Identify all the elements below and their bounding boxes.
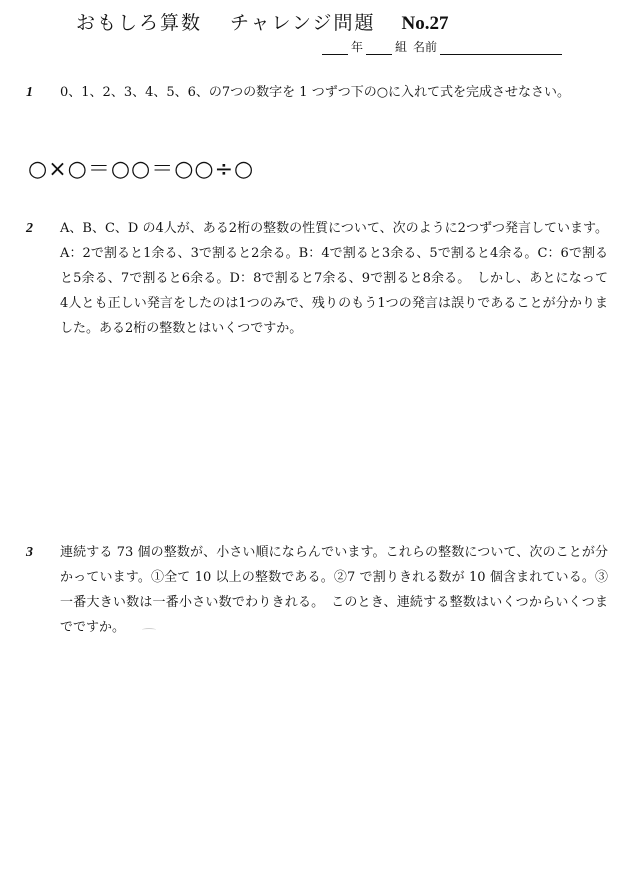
name-blank[interactable] <box>440 41 562 55</box>
problem-text: 連続する 73 個の整数が、小さい順にならんでいます。これらの整数について、次のことが分かっています。①全て 10 以上の整数である。②7 で割りきれる数が 10 個含まれている。③一番大きい数は一番小さい数でわりきれる。 このとき、連続する整数はいくつからいくつまでですか。 <box>60 545 608 635</box>
problem-1 <box>26 80 586 105</box>
problem-number: 3 <box>26 545 33 560</box>
title-sub: チャレンジ問題 <box>230 12 376 34</box>
problem-text: 0、1、2、3、4、5、6、の7つの数字を 1 つずつ下の○に入れて式を完成させなさい。 <box>60 85 571 100</box>
problem-text: A、B、C、D の4人が、ある2桁の整数の性質について、次のように2つずつ発言しています。A：2で割ると1余る、3で割ると2余る。B：4で割ると3余る、5で割ると4余る。C：6で割ると5余る、7で割ると6余る。D：8で割ると7余る、9で割ると8余る。 しかし、あとになって4人とも正しい発言をしたのは1つのみで、残りのもう1つの発言は誤りであることが分かりました。ある2桁の整数とはいくつですか。 <box>60 221 608 336</box>
problem-number: 1 <box>26 85 33 100</box>
title-main: おもしろ算数 <box>76 12 203 34</box>
class-blank[interactable] <box>366 41 392 55</box>
year-blank[interactable] <box>322 41 348 55</box>
year-label: 年 <box>351 40 364 54</box>
class-label: 組 <box>395 40 408 54</box>
student-info-line <box>322 38 562 55</box>
worksheet-title <box>76 8 448 35</box>
worksheet-number: No.27 <box>401 13 449 34</box>
problem-3 <box>26 540 608 640</box>
scan-mark <box>142 628 156 632</box>
name-label: 名前 <box>413 40 438 54</box>
problem-2 <box>26 216 608 341</box>
equation-template: ○×○＝○○＝○○÷○ <box>28 157 255 182</box>
problem-number: 2 <box>26 221 33 236</box>
